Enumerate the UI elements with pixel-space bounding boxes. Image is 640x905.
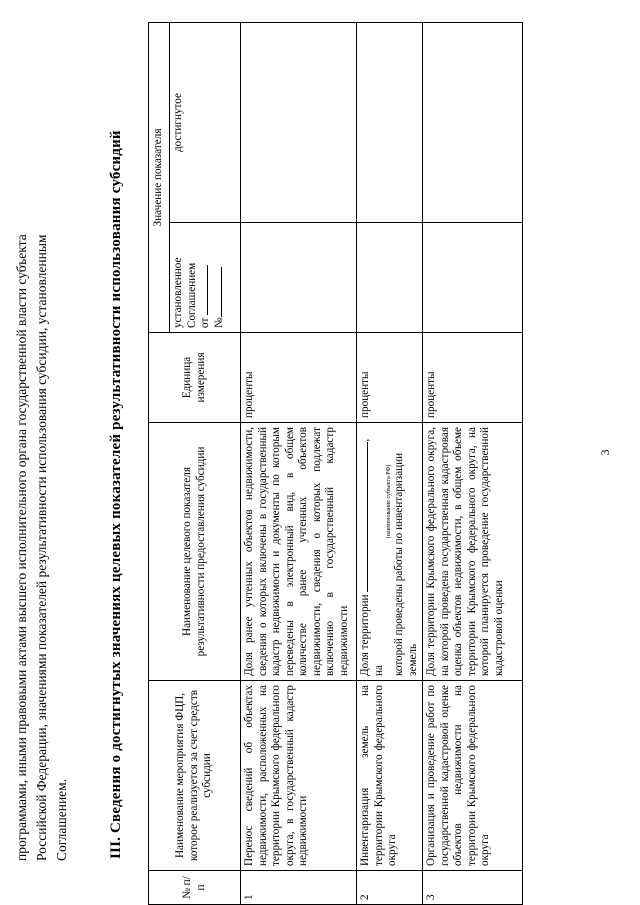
table-header-row xyxy=(149,23,170,905)
row-2-indicator-part1: Доля территории xyxy=(359,594,371,676)
header-value-group: Значение показателя xyxy=(149,23,170,333)
intro-line-2: Российской Федерации, значениями показателей результативности использования субсидии, установленным xyxy=(34,234,49,861)
page-number: 3 xyxy=(598,449,612,456)
header-established-line1: установленное xyxy=(172,257,184,328)
header-established xyxy=(170,223,241,333)
row-1-num: 1 xyxy=(241,871,357,905)
row-2-activity: Инвентаризация земель на территории Крымского федерального округа xyxy=(357,681,423,871)
intro-paragraph xyxy=(12,21,72,861)
header-achieved: достигнутое xyxy=(170,23,241,223)
row-2-established xyxy=(357,223,423,333)
row-2-indicator xyxy=(357,423,423,681)
row-3-achieved xyxy=(423,23,523,223)
row-3-established xyxy=(423,223,523,333)
intro-line-1: программами, иными правовыми актами высшего исполнительного органа государственной власти субъекта xyxy=(14,234,29,861)
indicators-table xyxy=(148,22,523,905)
row-3-unit: проценты xyxy=(423,333,523,423)
row-1-established xyxy=(241,223,357,333)
section-heading: III. Сведения о достигнутых значениях целевых показателей результативности использования субсидий xyxy=(108,130,124,859)
date-blank-line xyxy=(199,265,208,315)
header-num: № п/п xyxy=(149,871,241,905)
row-2-num: 2 xyxy=(357,871,423,905)
table-row xyxy=(357,23,423,905)
row-2-achieved xyxy=(357,23,423,223)
row-2-unit: проценты xyxy=(357,333,423,423)
row-2-indicator-part3: которой проведены работы по инвентаризации земель xyxy=(393,452,419,676)
table-row xyxy=(423,23,523,905)
row-2-indicator-part2: , на xyxy=(359,438,385,676)
row-2-indicator-caption: (наименование субъекта РФ) xyxy=(386,464,392,539)
row-3-num: 3 xyxy=(423,871,523,905)
header-indicator: Наименование целевого показателя результативности предоставления субсидии xyxy=(149,423,241,681)
header-established-no: № xyxy=(212,317,225,328)
header-activity: Наименование мероприятия ФЦП, которое реализуется за счет средств субсидии xyxy=(149,681,241,871)
row-1-unit: проценты xyxy=(241,333,357,423)
number-blank-line xyxy=(213,267,222,317)
row-3-activity: Организация и проведение работ по государственной кадастровой оценке объектов недвижимости на территории Крымского федерального округа xyxy=(423,681,523,871)
table-row xyxy=(241,23,357,905)
row-1-activity: Перенос сведений об объектах недвижимости, расположенных на территории Крымского федерального округа, в государственный кадастр недвижимости xyxy=(241,681,357,871)
header-unit: Единица измерения xyxy=(149,333,241,423)
row-3-indicator: Доля территории Крымского федерального округа, на которой проведена государственная кадастровая оценка объектов недвижимости, в общем объеме территории Крымского федерального округа, на которой планируется проведение государственной кадастровой оценки xyxy=(423,423,523,681)
header-established-line2: Соглашением xyxy=(185,262,198,328)
row-1-indicator: Доля ранее учтенных объектов недвижимости, сведения о которых включены в государственный кадастр недвижимости и документы по которым переведены в электронный вид, в общем количестве ранее учтенных объектов недвижимости, сведения о которых подлежат включению в государственный кадастр недвижимости xyxy=(241,423,357,681)
header-established-from: от xyxy=(199,317,211,328)
row-1-achieved xyxy=(241,23,357,223)
subject-name-blank-line xyxy=(359,442,368,592)
intro-line-3: Соглашением. xyxy=(54,778,69,861)
